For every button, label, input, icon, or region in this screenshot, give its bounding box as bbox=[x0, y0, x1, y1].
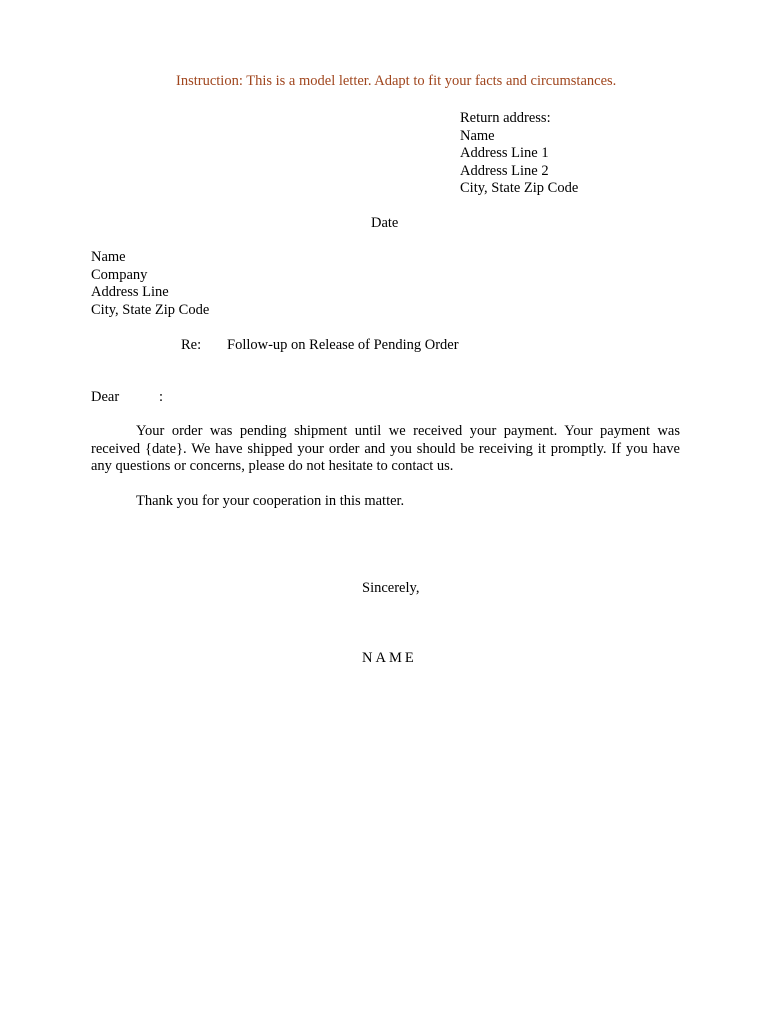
signature-name: NAME bbox=[362, 650, 417, 666]
re-label: Re: bbox=[181, 337, 202, 353]
recipient-name: Name bbox=[91, 249, 126, 265]
letter-date: Date bbox=[371, 215, 399, 231]
body-line-1: Your order was pending shipment until we received your payment. Your payment was bbox=[136, 423, 680, 439]
salutation-colon: : bbox=[159, 389, 164, 405]
salutation: Dear bbox=[91, 389, 120, 405]
body-line-3: any questions or concerns, please do not hesitate to contact us. bbox=[91, 458, 454, 474]
return-address-name: Name bbox=[460, 127, 495, 144]
recipient-company: Company bbox=[91, 266, 148, 283]
closing: Sincerely, bbox=[362, 580, 420, 596]
recipient-city-state-zip: City, State Zip Code bbox=[91, 301, 210, 318]
recipient-address-line: Address Line bbox=[91, 284, 169, 300]
return-address-city-state-zip: City, State Zip Code bbox=[460, 180, 579, 196]
instruction-note: Instruction: This is a model letter. Adapt to fit your facts and circumstances. bbox=[176, 73, 617, 89]
thanks-paragraph: Thank you for your cooperation in this matter. bbox=[136, 493, 405, 509]
body-line-2: received {date}. We have shipped your order and you should be receiving it promptly. If you have bbox=[91, 440, 680, 457]
return-address-label: Return address: bbox=[460, 110, 551, 126]
body-paragraph bbox=[91, 423, 680, 476]
return-address-block bbox=[460, 110, 578, 198]
return-address-line-2: Address Line 2 bbox=[460, 162, 549, 179]
re-subject: Follow-up on Release of Pending Order bbox=[227, 337, 459, 353]
recipient-address-block bbox=[91, 249, 209, 319]
return-address-line-1: Address Line 1 bbox=[460, 145, 549, 161]
